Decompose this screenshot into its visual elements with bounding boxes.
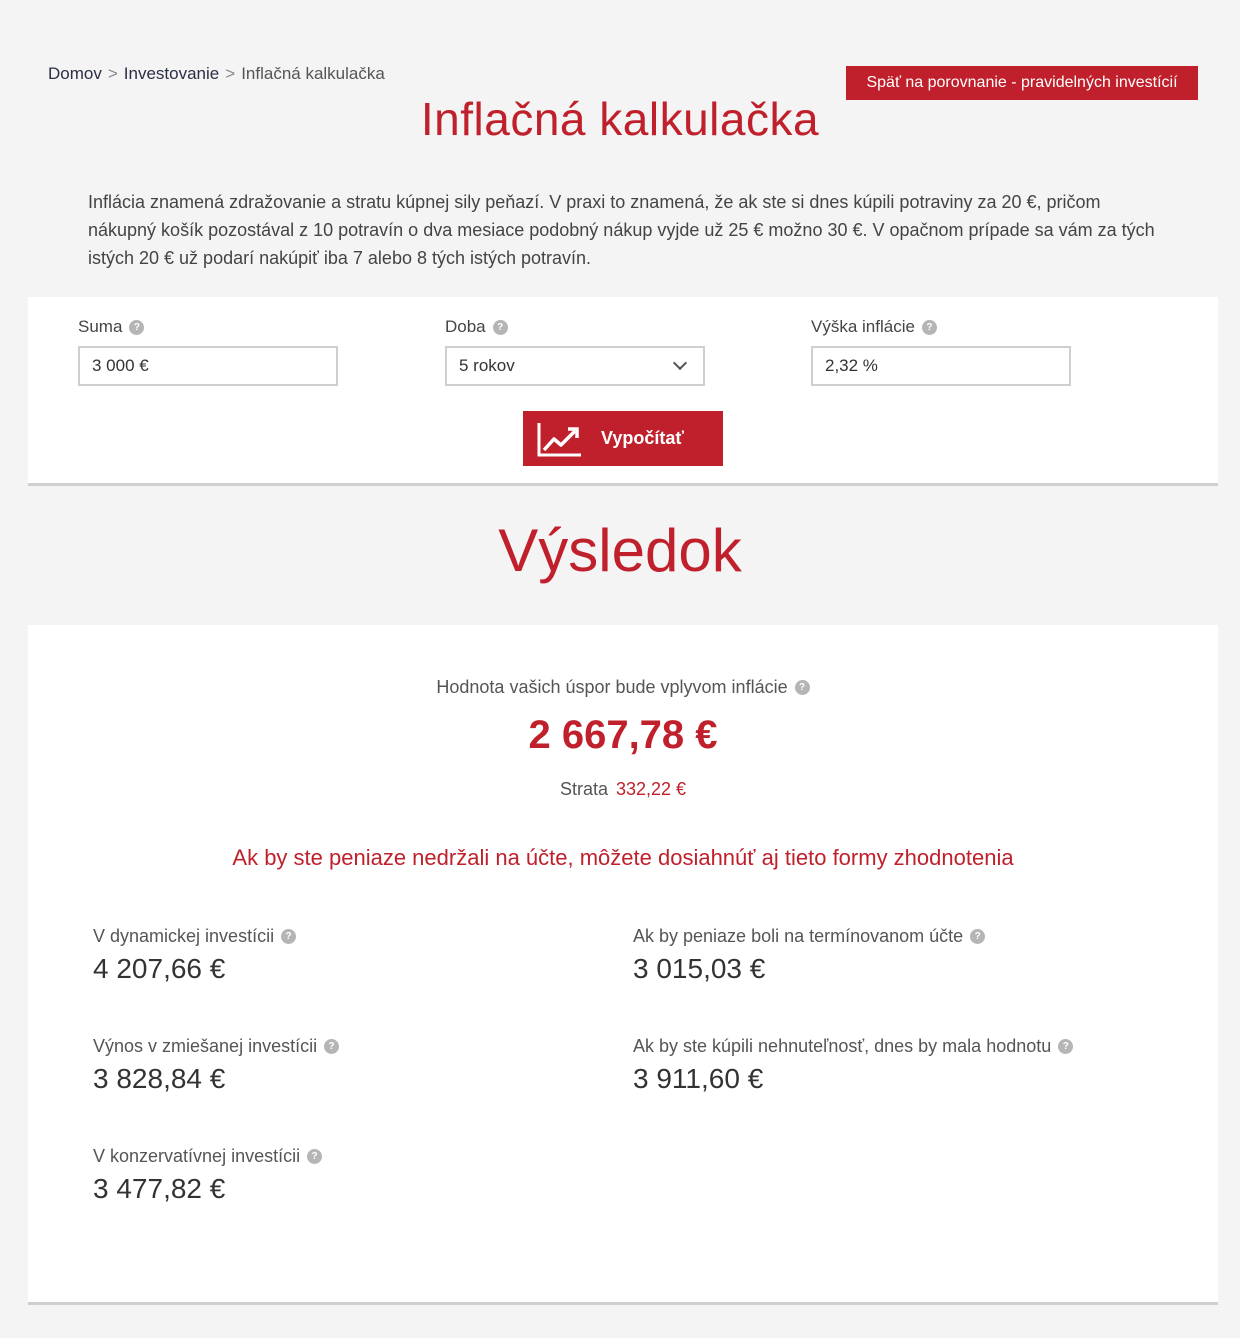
calculator-form <box>28 297 1218 486</box>
alternative-label: V konzervatívnej investícii ? <box>93 1145 322 1167</box>
page-title: Inflačná kalkulačka <box>420 93 820 145</box>
intro-text: Inflácia znamená zdražovanie a stratu kúpnej sily peňazí. V praxi to znamená, že ak ste si dnes kúpili potraviny za 20 €, pričom nákupný košík pozostával z 10 potravín o dva mesiace podobný nákup vyjde už 25 € možno 30 €. V opačnom prípade sa vám za tých istých 20 € už podarí nakúpiť iba 7 alebo 8 tých istých potravín. <box>88 192 1155 268</box>
alternative-item <box>633 1035 1073 1095</box>
help-icon[interactable]: ? <box>795 680 810 695</box>
breadcrumb-current: Inflačná kalkulačka <box>241 64 385 83</box>
period-field-group <box>445 317 705 386</box>
alternative-label: Ak by peniaze boli na termínovanom účte ? <box>633 925 985 947</box>
result-panel <box>28 625 1218 1305</box>
amount-input[interactable] <box>78 346 338 386</box>
inflation-input[interactable] <box>811 346 1071 386</box>
alternative-label: Ak by ste kúpili nehnuteľnosť, dnes by mala hodnotu ? <box>633 1035 1073 1057</box>
help-icon[interactable]: ? <box>493 320 508 335</box>
alternative-value: 4 207,66 € <box>93 953 226 984</box>
help-icon[interactable]: ? <box>970 929 985 944</box>
alternative-item <box>93 925 296 985</box>
breadcrumb <box>48 64 385 84</box>
help-icon[interactable]: ? <box>129 320 144 335</box>
alternative-value: 3 477,82 € <box>93 1173 226 1204</box>
alternative-item <box>93 1035 339 1095</box>
chart-trend-up-icon <box>537 421 583 457</box>
result-title: Výsledok <box>498 517 742 584</box>
loss-row <box>28 779 1218 800</box>
savings-value-label: Hodnota vašich úspor bude vplyvom inflácie ? <box>28 677 1218 698</box>
breadcrumb-separator: > <box>107 64 118 83</box>
back-to-comparison-button[interactable]: Späť na porovnanie - pravidelných investícií <box>846 66 1198 100</box>
savings-value: 2 667,78 € <box>528 713 718 757</box>
alternative-item <box>633 925 985 985</box>
alternative-label: V dynamickej investícii ? <box>93 925 296 947</box>
breadcrumb-section-link[interactable]: Investovanie <box>123 64 220 83</box>
alternative-label: Výnos v zmiešanej investícii ? <box>93 1035 339 1057</box>
loss-value: 332,22 € <box>615 779 687 799</box>
amount-label: Suma ? <box>78 317 338 337</box>
amount-field-group <box>78 317 338 386</box>
help-icon[interactable]: ? <box>922 320 937 335</box>
help-icon[interactable]: ? <box>307 1149 322 1164</box>
help-icon[interactable]: ? <box>1058 1039 1073 1054</box>
period-select-value: 5 rokov <box>459 356 515 375</box>
alternative-value: 3 911,60 € <box>633 1063 764 1094</box>
alternative-item <box>93 1145 322 1205</box>
period-label: Doba ? <box>445 317 705 337</box>
period-select[interactable] <box>445 346 705 386</box>
alternative-value: 3 015,03 € <box>633 953 766 984</box>
loss-label: Strata <box>559 779 608 799</box>
inflation-label: Výška inflácie ? <box>811 317 1071 337</box>
inflation-field-group <box>811 317 1071 386</box>
help-icon[interactable]: ? <box>324 1039 339 1054</box>
calculate-button-label: Vypočítať <box>601 428 684 448</box>
calculate-button[interactable] <box>523 411 723 466</box>
alternatives-heading: Ak by ste peniaze nedržali na účte, môžete dosiahnúť aj tieto formy zhodnotenia <box>232 845 1014 870</box>
breadcrumb-home-link[interactable]: Domov <box>48 64 102 83</box>
breadcrumb-separator: > <box>225 64 236 83</box>
chevron-down-icon <box>673 356 687 370</box>
help-icon[interactable]: ? <box>281 929 296 944</box>
alternative-value: 3 828,84 € <box>93 1063 226 1094</box>
